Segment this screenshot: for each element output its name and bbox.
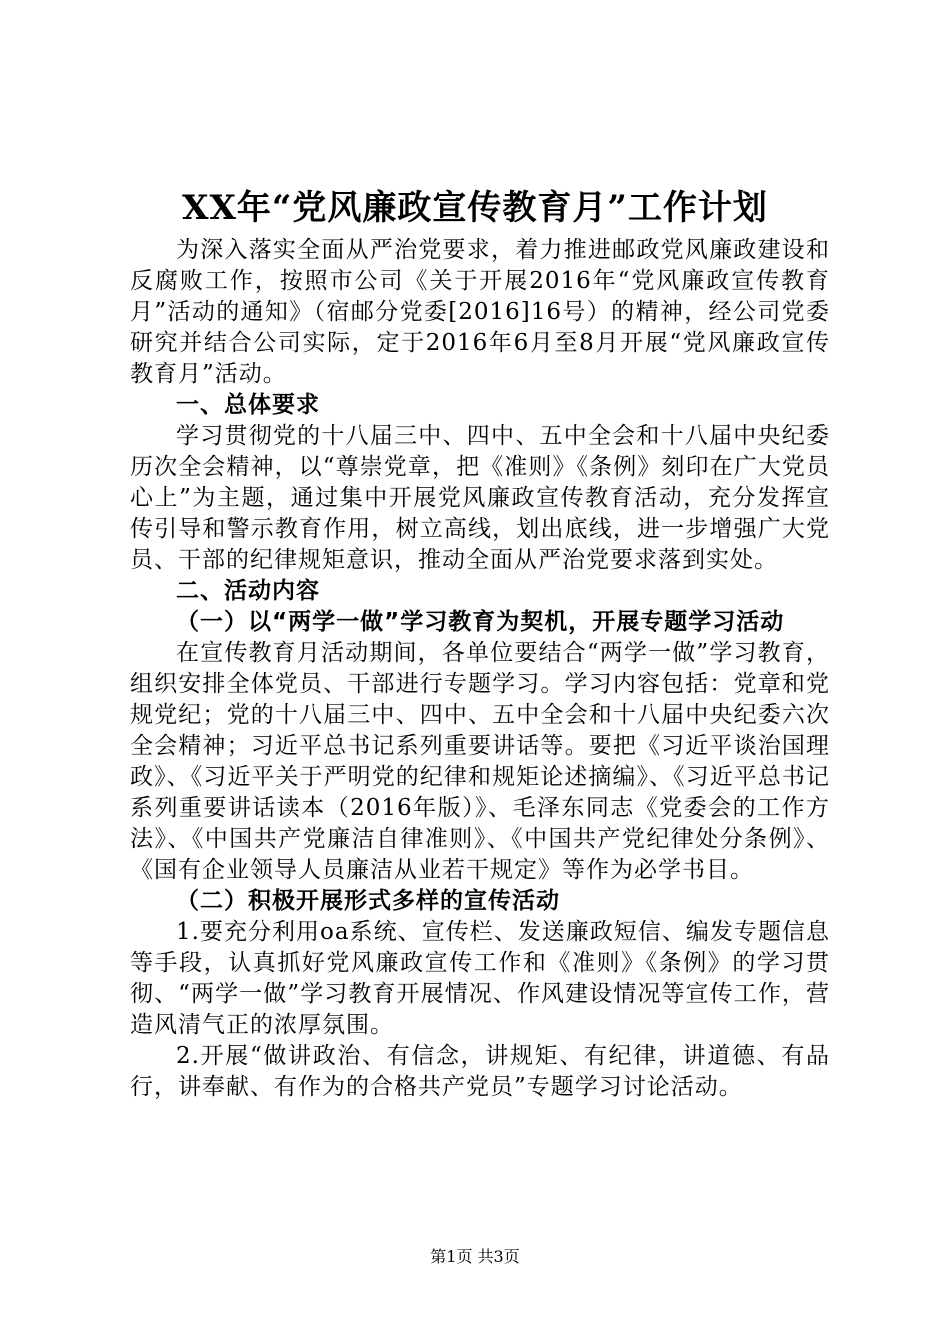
general-requirements-paragraph: 学习贯彻党的十八届三中、四中、五中全会和十八届中央纪委历次全会精神，以“尊崇党章，把《准则》《条例》刻印在广大党员心上”为主题，通过集中开展党风廉政宣传教育活动，充分发挥宣传引导和警示教育作用，树立高线，划出底线，进一步增强广大党员、干部的纪律规矩意识，推动全面从严治党要求落到实处。 bbox=[130, 423, 830, 573]
intro-paragraph: 为深入落实全面从严治党要求，着力推进邮政党风廉政建设和反腐败工作，按照市公司《关于开展2016年“党风廉政宣传教育月”活动的通知》（宿邮分党委[2016]16号）的精神，经公司党委研究并结合公司实际，定于2016年6月至8月开展“党风廉政宣传教育月”活动。 bbox=[130, 237, 830, 387]
study-activity-paragraph: 在宣传教育月活动期间，各单位要结合“两学一做”学习教育，组织安排全体党员、干部进行专题学习。学习内容包括：党章和党规党纪；党的十八届三中、四中、五中全会和十八届中央纪委六次全会精神；习近平总书记系列重要讲话等。要把《习近平谈治国理政》、《习近平关于严明党的纪律和规矩论述摘编》、《习近平总书记系列重要讲话读本（2016年版）》、毛泽东同志《党委会的工作方法》、《中国共产党廉洁自律准则》、《中国共产党纪律处分条例》、《国有企业领导人员廉洁从业若干规定》等作为必学书目。 bbox=[130, 640, 830, 883]
subheading-publicity-activity: （二）积极开展形式多样的宣传活动 bbox=[176, 888, 560, 914]
section-heading-general-requirements: 一、总体要求 bbox=[176, 392, 320, 418]
subheading-study-activity: （一）以“两学一做”学习教育为契机，开展专题学习活动 bbox=[176, 609, 785, 635]
page-number-footer: 第1页 共3页 bbox=[430, 1247, 520, 1266]
publicity-item-1: 1.要充分利用oa系统、宣传栏、发送廉政短信、编发专题信息等手段，认真抓好党风廉政宣传工作和《准则》《条例》的学习贯彻、“两学一做”学习教育开展情况、作风建设情况等宣传工作，营造风清气正的浓厚氛围。 bbox=[130, 919, 830, 1038]
document-title: XX年“党风廉政宣传教育月”工作计划 bbox=[182, 188, 768, 228]
document-body bbox=[130, 235, 830, 1103]
publicity-item-2: 2.开展“做讲政治、有信念，讲规矩、有纪律，讲道德、有品行，讲奉献、有作为的合格共产党员”专题学习讨论活动。 bbox=[130, 1043, 830, 1100]
section-heading-activity-content: 二、活动内容 bbox=[176, 578, 320, 604]
